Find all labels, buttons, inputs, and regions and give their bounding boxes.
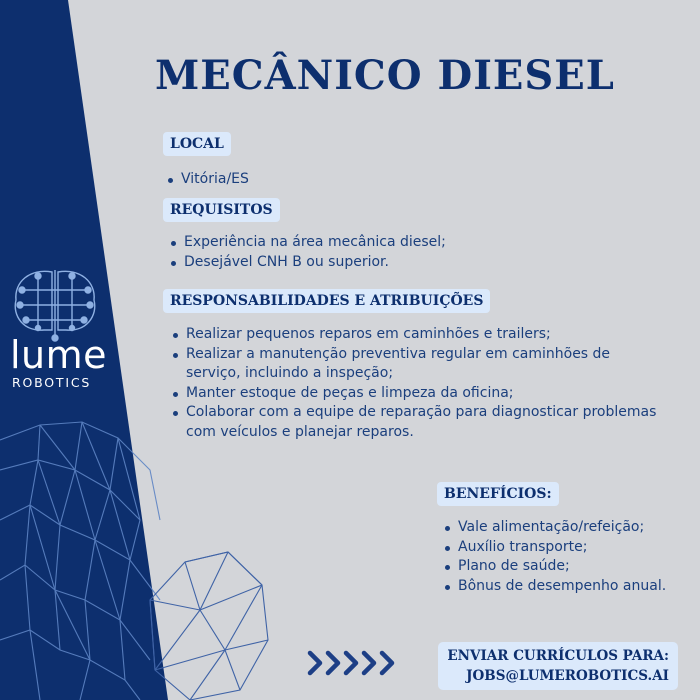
section-heading-requisitos: REQUISITOS (163, 198, 280, 222)
logo-subtitle: ROBOTICS (12, 375, 92, 390)
page-title: MECÂNICO DIESEL (155, 52, 615, 99)
polygon-network-cluster (150, 552, 268, 700)
responsabilidades-list (170, 325, 665, 442)
section-heading-local: LOCAL (163, 132, 231, 156)
logo-name: lume (10, 333, 108, 377)
section-heading-beneficios: BENEFÍCIOS: (437, 482, 559, 506)
list-item: Auxílio transporte; (442, 538, 666, 558)
contact-box (438, 642, 678, 690)
list-item: Realizar pequenos reparos em caminhões e trailers; (170, 325, 665, 345)
contact-email[interactable]: JOBS@LUMEROBOTICS.AI (466, 668, 669, 684)
list-item: Bônus de desempenho anual. (442, 577, 666, 597)
requisitos-list (168, 233, 446, 272)
section-heading-responsabilidades: RESPONSABILIDADES E ATRIBUIÇÕES (163, 289, 490, 313)
list-item: Experiência na área mecânica diesel; (168, 233, 446, 253)
list-item: Colaborar com a equipe de reparação para diagnosticar problemas com veículos e planejar reparos. (170, 403, 665, 442)
list-item: Vale alimentação/refeição; (442, 518, 666, 538)
list-item: Plano de saúde; (442, 557, 666, 577)
list-item: Vitória/ES (165, 170, 249, 190)
contact-label: ENVIAR CURRÍCULOS PARA: (447, 648, 669, 664)
local-list (165, 170, 249, 190)
beneficios-list (442, 518, 666, 596)
list-item: Realizar a manutenção preventiva regular em caminhões de serviço, incluindo a inspeção; (170, 345, 665, 384)
double-chevron-right-icon (310, 653, 392, 673)
list-item: Manter estoque de peças e limpeza da oficina; (170, 384, 665, 404)
list-item: Desejável CNH B ou superior. (168, 253, 446, 273)
